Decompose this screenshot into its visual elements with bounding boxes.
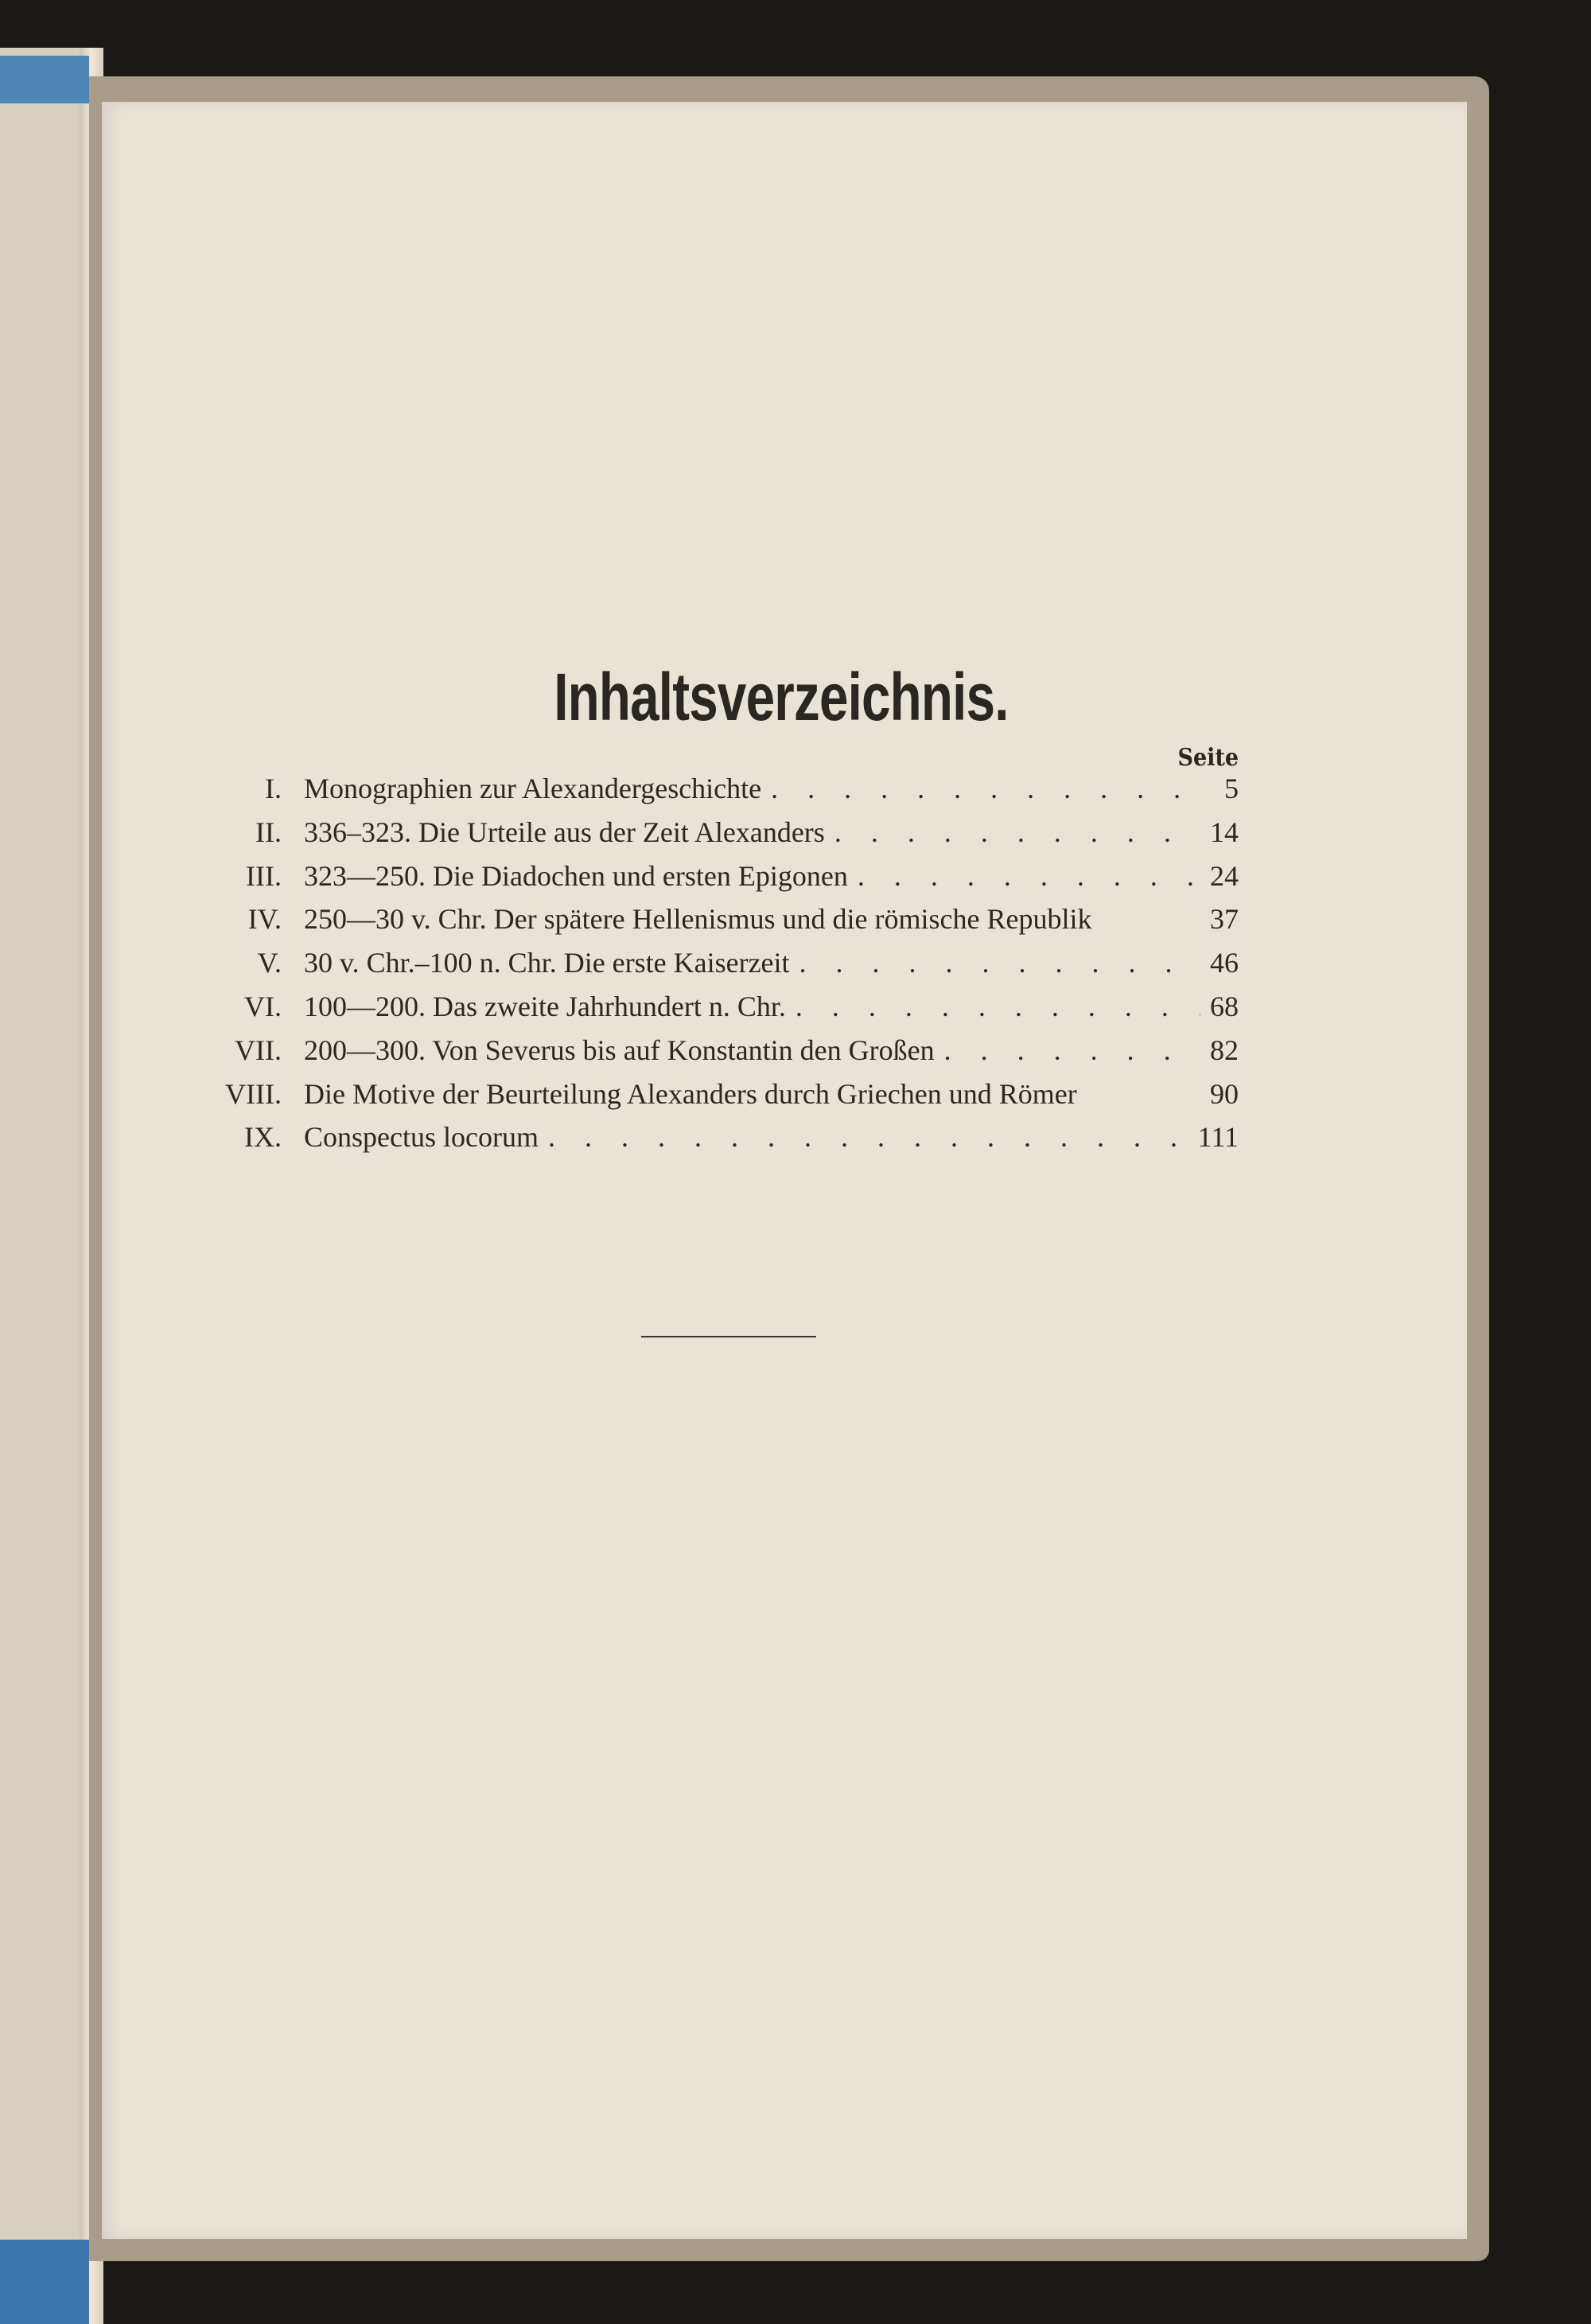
- entry-page-number: 82: [1210, 1034, 1239, 1066]
- entry-title: 336–323. Die Urteile aus der Zeit Alexanders: [304, 816, 825, 848]
- entry-title: Conspectus locorum: [304, 1121, 539, 1154]
- toc-entry: [199, 859, 1239, 903]
- dot-leader: [935, 1034, 1200, 1067]
- entry-title: 200—300. Von Severus bis auf Konstantin den Großen: [304, 1034, 935, 1066]
- entry-title: 323—250. Die Diadochen und ersten Epigonen: [304, 859, 848, 892]
- entry-page-number: 68: [1210, 990, 1239, 1022]
- toc-entry: [199, 1034, 1239, 1077]
- entry-numeral: III.: [246, 859, 282, 892]
- entry-numeral: I.: [265, 773, 282, 804]
- entry-title: 30 v. Chr.–100 n. Chr. Die erste Kaiserzeit: [304, 947, 790, 979]
- entry-page-number: 24: [1210, 859, 1239, 892]
- entry-numeral: VIII.: [225, 1077, 282, 1110]
- entry-numeral: IX.: [244, 1121, 282, 1154]
- dot-leader: [825, 816, 1200, 849]
- dot-leader: [761, 772, 1200, 805]
- entry-numeral: V.: [257, 947, 282, 979]
- toc-entry: [199, 902, 1239, 946]
- book-page: [102, 102, 1467, 2239]
- entry-title: 100—200. Das zweite Jahrhundert n. Chr.: [304, 990, 786, 1022]
- entry-numeral: II.: [255, 816, 282, 848]
- toc-entry: [199, 816, 1239, 859]
- entry-title: 250—30 v. Chr. Der spätere Hellenismus und die römische Republik: [304, 903, 1092, 936]
- entry-page-number: 37: [1210, 903, 1239, 936]
- divider-rule: [641, 1336, 816, 1337]
- dot-leader: [539, 1120, 1192, 1154]
- entry-numeral: IV.: [247, 903, 282, 936]
- entry-numeral: VII.: [235, 1034, 282, 1066]
- page-column-label: Seite: [1177, 744, 1239, 772]
- toc-entry: [199, 946, 1239, 990]
- entry-numeral: VI.: [244, 990, 282, 1022]
- entry-page-number: 14: [1210, 816, 1239, 848]
- blue-cloth-binding-top: [0, 56, 89, 103]
- dot-leader: [790, 946, 1200, 979]
- entry-page-number: 90: [1210, 1077, 1239, 1110]
- toc-entry: [199, 990, 1239, 1034]
- entry-title: Monographien zur Alexandergeschichte: [304, 773, 762, 804]
- toc-entry: [199, 1120, 1239, 1164]
- dot-leader: [848, 859, 1200, 893]
- dot-leader: [786, 990, 1200, 1023]
- entry-page-number: 46: [1210, 947, 1239, 979]
- toc-entry: [199, 772, 1239, 816]
- table-of-contents: [199, 772, 1239, 1164]
- entry-page-number: 5: [1224, 773, 1239, 804]
- entry-title: Die Motive der Beurteilung Alexanders durch Griechen und Römer: [304, 1077, 1077, 1110]
- blue-cloth-binding-bottom: [0, 2240, 89, 2324]
- entry-page-number: 111: [1197, 1121, 1239, 1154]
- page-title: Inhaltsverzeichnis.: [554, 660, 1009, 734]
- toc-entry: [199, 1077, 1239, 1121]
